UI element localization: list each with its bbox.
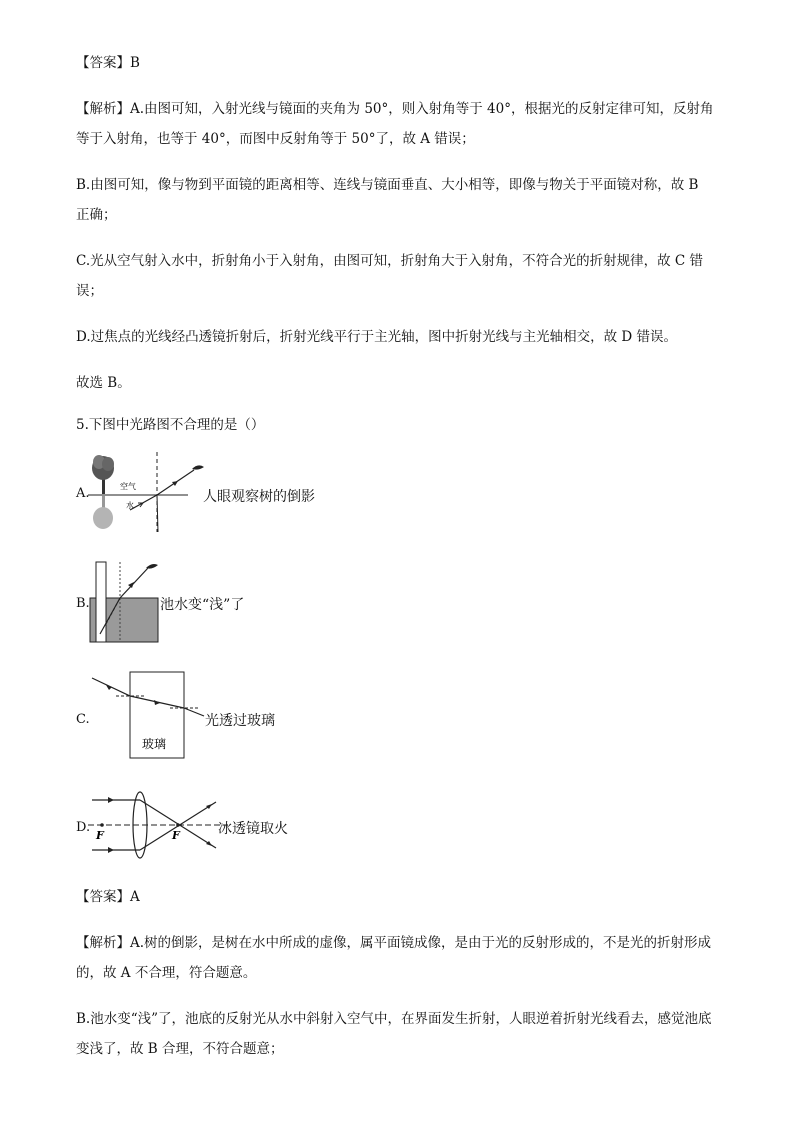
- analysis-1-d: D.过焦点的光线经凸透镜折射后，折射光线平行于主光轴，图中折射光线与主光轴相交，故 D 错误。: [76, 329, 678, 345]
- option-c-letter: C.: [76, 712, 90, 727]
- answer-1: 【答案】B: [76, 55, 140, 71]
- question-5: 5.下图中光路图不合理的是（）: [76, 417, 265, 433]
- air-label: 空气: [120, 482, 136, 491]
- analysis-1-c: C.光从空气射入水中，折射角小于入射角，由图可知，折射角大于入射角，不符合光的折射规律，故 C 错误；: [76, 253, 704, 299]
- answer-2: 【答案】A: [76, 889, 140, 905]
- option-a-caption: 人眼观察树的倒影: [203, 489, 315, 505]
- eye-icon: [192, 465, 204, 469]
- tree-reflection-icon: [93, 496, 113, 529]
- analysis-2-b: B.池水变“浅”了，池底的反射光从水中斜射入空气中，在界面发生折射，人眼逆着折射光线看去，感觉池底变浅了，故 B 合理，不符合题意；: [76, 1011, 712, 1057]
- pool-refraction-diagram: [88, 560, 168, 644]
- glass-refraction-diagram: [88, 668, 208, 764]
- option-d-caption: 冰透镜取火: [218, 821, 288, 837]
- analysis-1-a: 【解析】A.由图可知，入射光线与镜面的夹角为 50°，则入射角等于 40°，根据光的反射定律可知，反射角等于入射角，也等于 40°，而图中反射角等于 50°了，故 A 错误；: [76, 101, 714, 147]
- glass-label: 玻璃: [142, 737, 167, 751]
- analysis-1-b: B.由图可知，像与物到平面镜的距离相等、连线与镜面垂直、大小相等，即像与物关于平面镜对称，故 B 正确；: [76, 177, 699, 223]
- tree-reflection-diagram: [88, 452, 218, 532]
- option-b-letter: B.: [76, 596, 90, 611]
- eye-icon: [146, 564, 158, 569]
- convex-lens-diagram: [88, 790, 228, 860]
- option-a-letter: A.: [76, 486, 90, 501]
- tree-icon: [92, 455, 114, 494]
- focus-right-label: F: [172, 829, 180, 842]
- option-b-caption: 池水变“浅”了: [160, 597, 245, 613]
- focus-left-label: F: [96, 829, 104, 842]
- option-c-caption: 光透过玻璃: [205, 713, 275, 729]
- analysis-1-conclusion: 故选 B。: [76, 375, 131, 391]
- option-d-letter: D.: [76, 820, 91, 835]
- water-label: 水: [126, 501, 134, 510]
- analysis-2-a: 【解析】A.树的倒影，是树在水中所成的虚像，属平面镜成像，是由于光的反射形成的，不是光的折射形成的，故 A 不合理，符合题意。: [76, 935, 712, 981]
